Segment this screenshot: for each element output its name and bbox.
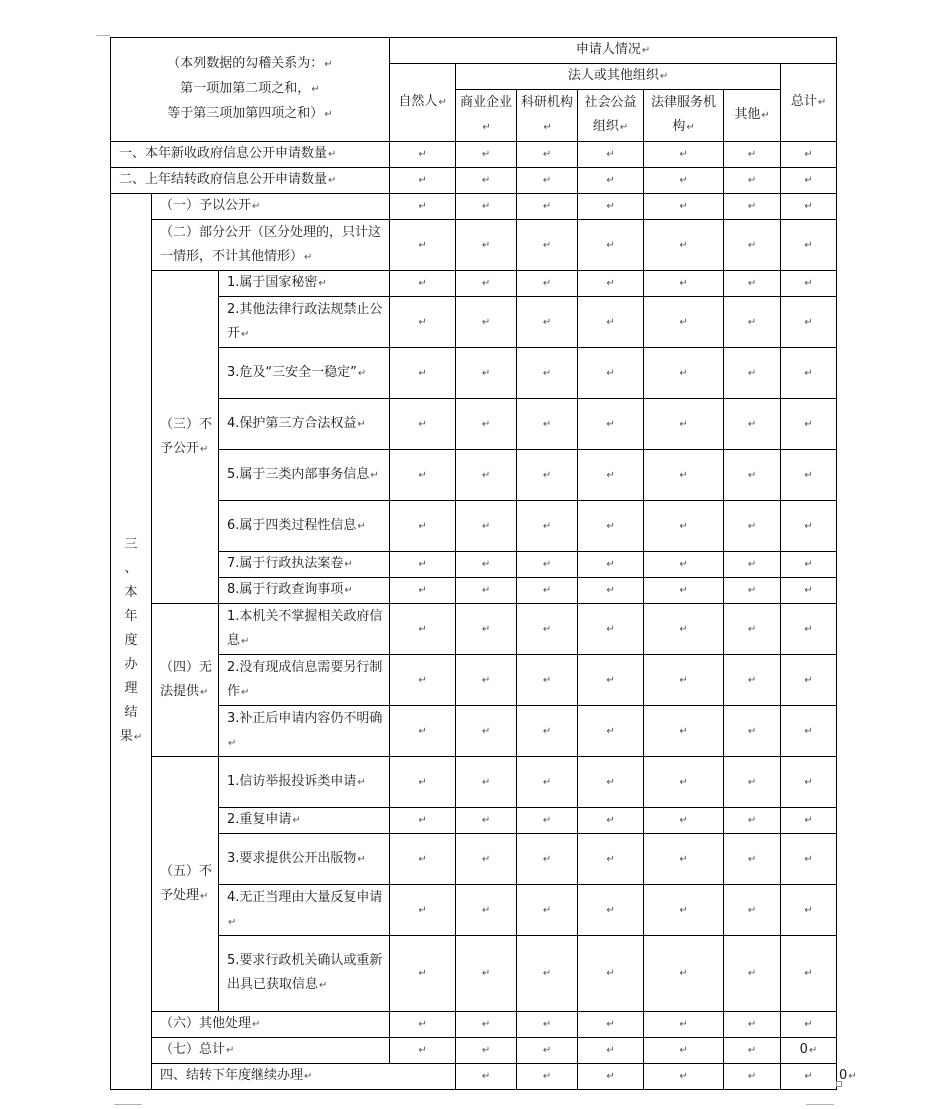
table-row: [111, 399, 837, 450]
value-cell: [517, 501, 578, 552]
value-cell: [578, 501, 644, 552]
value-cell: [390, 142, 456, 168]
value-cell: [456, 168, 517, 194]
table-row: [111, 168, 837, 194]
information-disclosure-table: [110, 37, 848, 1090]
table-row: [111, 220, 837, 271]
value-cell: [390, 757, 456, 808]
value-cell: [724, 399, 781, 450]
value-cell: [578, 552, 644, 578]
subtotal-total-value: 0 ↵: [781, 1038, 837, 1064]
table-row: [111, 450, 837, 501]
value-cell: [456, 604, 517, 655]
header-commercial-enterprise: 商业企业 ↵: [456, 90, 517, 142]
value-cell: [724, 450, 781, 501]
sub-label-prohibited-by-law: 2.其他法律行政法规禁止公开 ↵: [219, 297, 390, 348]
table-row: [111, 706, 837, 757]
value-cell: [644, 834, 724, 885]
value-cell: [724, 552, 781, 578]
value-cell: [724, 1012, 781, 1038]
row-label-unable-to-provide: （四）无法提供 ↵: [152, 604, 219, 757]
value-cell: [456, 194, 517, 220]
value-cell: [781, 142, 837, 168]
sub-label-three-security-one-stability: 3.危及“三安全一稳定” ↵: [219, 348, 390, 399]
header-note-line-1: （本列数据的勾稽关系为： ↵: [113, 52, 387, 77]
value-cell: [724, 808, 781, 834]
value-cell: [724, 655, 781, 706]
value-cell: [644, 142, 724, 168]
value-cell: [390, 578, 456, 604]
row-label-not-disclosed: （三）不予公开 ↵: [152, 271, 219, 604]
value-cell: [781, 1012, 837, 1038]
header-applicant-situation: 申请人情况 ↵: [390, 38, 837, 64]
sub-label-process-information: 6.属于四类过程性信息 ↵: [219, 501, 390, 552]
value-cell: [578, 936, 644, 1012]
value-cell: [644, 808, 724, 834]
value-cell: [578, 578, 644, 604]
value-cell: [390, 936, 456, 1012]
value-cell: [644, 271, 724, 297]
sub-label-needs-creation: 2.没有现成信息需要另行制作 ↵: [219, 655, 390, 706]
value-cell: [456, 834, 517, 885]
value-cell: [724, 168, 781, 194]
value-cell: [456, 142, 517, 168]
value-cell: [578, 297, 644, 348]
value-cell: [517, 399, 578, 450]
sub-label-third-party-rights: 4.保护第三方合法权益 ↵: [219, 399, 390, 450]
value-cell: [644, 194, 724, 220]
value-cell: [781, 936, 837, 1012]
value-cell: [781, 450, 837, 501]
row-label-subtotal: （七）总计 ↵: [152, 1038, 390, 1064]
value-cell: [644, 552, 724, 578]
sub-label-enforcement-files: 7.属于行政执法案卷 ↵: [219, 552, 390, 578]
value-cell: [724, 885, 781, 936]
table-row: [111, 604, 837, 655]
value-cell: [724, 501, 781, 552]
value-cell: [781, 757, 837, 808]
sub-label-petition-complaint: 1.信访举报投诉类申请 ↵: [219, 757, 390, 808]
value-cell: [781, 834, 837, 885]
header-natural-person: 自然人 ↵: [390, 64, 456, 142]
value-cell: [724, 604, 781, 655]
sub-label-duplicate-request: 2.重复申请 ↵: [219, 808, 390, 834]
value-cell: [456, 552, 517, 578]
value-cell: [578, 834, 644, 885]
value-cell: [390, 552, 456, 578]
value-cell: [456, 655, 517, 706]
row-label-partially-disclosed: （二）部分公开（区分处理的，只计这一情形，不计其他情形） ↵: [152, 220, 390, 271]
value-cell: [390, 348, 456, 399]
value-cell: [781, 808, 837, 834]
value-cell: [781, 168, 837, 194]
value-cell: [390, 808, 456, 834]
value-cell: [390, 194, 456, 220]
value-cell: [456, 271, 517, 297]
table-row: [111, 1012, 837, 1038]
value-cell: [517, 706, 578, 757]
value-cell: [517, 655, 578, 706]
value-cell: [578, 220, 644, 271]
value-cell: [390, 220, 456, 271]
value-cell: [578, 194, 644, 220]
value-cell: [456, 706, 517, 757]
value-cell: [390, 1012, 456, 1038]
value-cell: [517, 142, 578, 168]
value-cell: [456, 936, 517, 1012]
header-legal-service-org: 法律服务机构 ↵: [644, 90, 724, 142]
value-cell: [724, 271, 781, 297]
value-cell: [456, 220, 517, 271]
value-cell: [390, 655, 456, 706]
page-corner-mark-top-left: [96, 35, 110, 36]
table-row: [111, 808, 837, 834]
value-cell: [724, 757, 781, 808]
value-cell: [390, 168, 456, 194]
sub-label-publications: 3.要求提供公开出版物 ↵: [219, 834, 390, 885]
table-row: 四、结转下年度继续办理 ↵ ↵ ↵ ↵ ↵ ↵ ↵ 0 ↵: [111, 1064, 837, 1090]
value-cell: [456, 1038, 517, 1064]
value-cell: [578, 1064, 644, 1090]
value-cell: [456, 1064, 517, 1090]
header-other: 其他 ↵: [724, 90, 781, 142]
header-note-line-2: 第一项加第二项之和， ↵: [113, 77, 387, 102]
value-cell: [578, 142, 644, 168]
table-end-marker: [836, 1081, 842, 1087]
value-cell: [517, 168, 578, 194]
value-cell: [456, 399, 517, 450]
table-row: [111, 1038, 837, 1064]
row-label-carry-forward: 四、结转下年度继续办理 ↵: [152, 1064, 456, 1090]
value-cell: [578, 450, 644, 501]
sub-label-repeated-requests: 4.无正当理由大量反复申请 ↵: [219, 885, 390, 936]
value-cell: [644, 936, 724, 1012]
value-cell: [644, 885, 724, 936]
value-cell: [781, 885, 837, 936]
value-cell: [781, 1064, 837, 1090]
value-cell: [390, 501, 456, 552]
value-cell: [781, 501, 837, 552]
value-cell: [517, 834, 578, 885]
value-cell: [578, 808, 644, 834]
value-cell: [644, 450, 724, 501]
value-cell: [781, 552, 837, 578]
value-cell: [644, 348, 724, 399]
value-cell: [517, 297, 578, 348]
value-cell: [517, 1064, 578, 1090]
value-cell: [456, 757, 517, 808]
value-cell: [517, 936, 578, 1012]
table-row: [111, 757, 837, 808]
value-cell: [644, 757, 724, 808]
row-label-new-requests: 一、本年新收政府信息公开申请数量 ↵: [111, 142, 390, 168]
header-legal-person-group: 法人或其他组织 ↵: [456, 64, 781, 90]
value-cell: [517, 450, 578, 501]
value-cell: [781, 348, 837, 399]
value-cell: [390, 297, 456, 348]
value-cell: [390, 834, 456, 885]
page-corner-mark-bottom-left: [114, 1104, 142, 1105]
value-cell: [781, 399, 837, 450]
value-cell: [724, 142, 781, 168]
value-cell: [644, 604, 724, 655]
value-cell: [578, 399, 644, 450]
header-public-welfare-org: 社会公益组织 ↵: [578, 90, 644, 142]
sub-label-administrative-inquiry: 8.属于行政查询事项 ↵: [219, 578, 390, 604]
value-cell: [390, 706, 456, 757]
value-cell: [390, 450, 456, 501]
value-cell: [724, 348, 781, 399]
row-label-other-handling: （六）其他处理 ↵: [152, 1012, 390, 1038]
value-cell: [644, 501, 724, 552]
value-cell: [390, 885, 456, 936]
value-cell: [517, 271, 578, 297]
value-cell: [781, 297, 837, 348]
value-cell: [644, 297, 724, 348]
sub-label-confirm-reissue: 5.要求行政机关确认或重新出具已获取信息 ↵: [219, 936, 390, 1012]
value-cell: [456, 885, 517, 936]
table-row: [111, 297, 837, 348]
table-row: [111, 885, 837, 936]
value-cell: [390, 604, 456, 655]
value-cell: [781, 194, 837, 220]
row-label-carried-over-requests: 二、上年结转政府信息公开申请数量 ↵: [111, 168, 390, 194]
sub-label-internal-affairs: 5.属于三类内部事务信息 ↵: [219, 450, 390, 501]
value-cell: [517, 194, 578, 220]
value-cell: [644, 168, 724, 194]
sub-label-not-held: 1.本机关不掌握相关政府信息 ↵: [219, 604, 390, 655]
table-row: [111, 936, 837, 1012]
value-cell: [578, 757, 644, 808]
table-row: [111, 194, 837, 220]
value-cell: [517, 552, 578, 578]
header-note-line-3: 等于第三项加第四项之和） ↵: [113, 102, 387, 127]
value-cell: [644, 655, 724, 706]
value-cell: [517, 578, 578, 604]
table-row: [111, 271, 837, 297]
value-cell: [781, 578, 837, 604]
value-cell: [724, 297, 781, 348]
value-cell: [644, 706, 724, 757]
value-cell: [724, 220, 781, 271]
value-cell: [390, 399, 456, 450]
value-cell: [456, 1012, 517, 1038]
value-cell: [456, 578, 517, 604]
value-cell: [456, 501, 517, 552]
header-total: 总计 ↵: [781, 64, 837, 142]
row-label-disclosed: （一）予以公开 ↵: [152, 194, 390, 220]
value-cell: [724, 1038, 781, 1064]
sub-label-state-secret: 1.属于国家秘密 ↵: [219, 271, 390, 297]
table-row: [111, 834, 837, 885]
value-cell: [644, 1064, 724, 1090]
value-cell: [578, 655, 644, 706]
page-corner-mark-bottom-right: [806, 1104, 834, 1105]
value-cell: [781, 706, 837, 757]
value-cell: [517, 1038, 578, 1064]
value-cell: [781, 655, 837, 706]
value-cell: [578, 706, 644, 757]
value-cell: [724, 936, 781, 1012]
value-cell: [517, 1012, 578, 1038]
value-cell: [456, 808, 517, 834]
value-cell: [724, 578, 781, 604]
table-row: [111, 501, 837, 552]
value-cell: [456, 348, 517, 399]
value-cell: [456, 297, 517, 348]
value-cell: [781, 604, 837, 655]
section-label-handling-results: 三 、 本 年 度 办 理 结 果 ↵: [111, 194, 152, 1090]
value-cell: [578, 1012, 644, 1038]
value-cell: [517, 220, 578, 271]
value-cell: [644, 1012, 724, 1038]
value-cell: [517, 348, 578, 399]
value-cell: [517, 885, 578, 936]
table-row: [111, 578, 837, 604]
value-cell: [644, 1038, 724, 1064]
value-cell: [517, 757, 578, 808]
value-cell: [390, 1038, 456, 1064]
value-cell: [578, 168, 644, 194]
value-cell: [578, 604, 644, 655]
value-cell: [644, 578, 724, 604]
value-cell: [390, 271, 456, 297]
header-note-cell: [111, 38, 390, 142]
value-cell: [644, 220, 724, 271]
value-cell: [781, 220, 837, 271]
value-cell: [517, 808, 578, 834]
value-cell: [578, 271, 644, 297]
value-cell: [578, 348, 644, 399]
sub-label-still-unclear: 3.补正后申请内容仍不明确 ↵: [219, 706, 390, 757]
header-research-institution: 科研机构 ↵: [517, 90, 578, 142]
value-cell: [724, 1064, 781, 1090]
value-cell: [724, 194, 781, 220]
value-cell: [456, 450, 517, 501]
value-cell: [578, 1038, 644, 1064]
table-row: [111, 348, 837, 399]
value-cell: [724, 706, 781, 757]
row-label-not-processed: （五）不予处理 ↵: [152, 757, 219, 1012]
value-cell: [517, 604, 578, 655]
value-cell: [781, 271, 837, 297]
value-cell: [644, 399, 724, 450]
table-row: [111, 142, 837, 168]
table-row: [111, 552, 837, 578]
value-cell: [578, 885, 644, 936]
table-row: [111, 655, 837, 706]
value-cell: [724, 834, 781, 885]
